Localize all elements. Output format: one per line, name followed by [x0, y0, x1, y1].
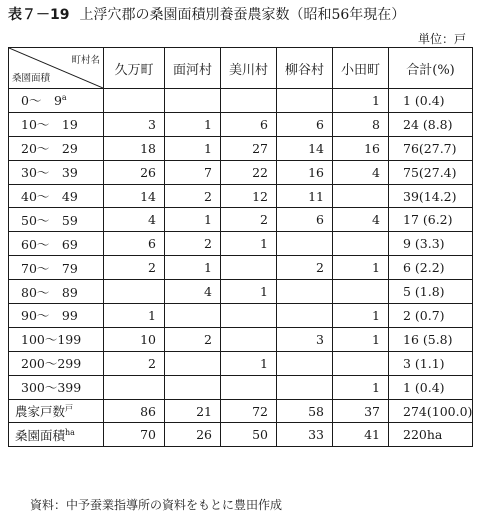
- table-cell: 6: [277, 208, 333, 232]
- row-label: [9, 304, 104, 328]
- table-cell: [165, 351, 221, 375]
- row-label: [9, 208, 104, 232]
- source-note: 資料：中予蚕業指導所の資料をもとに豊田作成: [30, 498, 283, 512]
- row-label: [9, 160, 104, 184]
- table-cell: 1: [333, 89, 389, 113]
- table-cell: 1: [221, 232, 277, 256]
- table-row: [9, 208, 473, 232]
- unit-label: 単位：戸: [417, 32, 466, 46]
- row-label-text: 60～ 69: [21, 236, 78, 252]
- total-cell: 9 (3.3): [389, 232, 473, 256]
- table-cell: 16: [277, 160, 333, 184]
- table-cell: 6: [277, 112, 333, 136]
- table-row: [9, 89, 473, 113]
- table-cell: 14: [104, 184, 165, 208]
- footer-row: [9, 423, 473, 447]
- total-cell: 6 (2.2): [389, 256, 473, 280]
- table-cell: 2: [221, 208, 277, 232]
- corner-label-area: 桑園面積: [12, 73, 51, 84]
- column-header: 柳谷村: [277, 48, 333, 89]
- table-cell: 7: [165, 160, 221, 184]
- row-label: [9, 375, 104, 399]
- total-cell: 75(27.4): [389, 160, 473, 184]
- table-cell: 22: [221, 160, 277, 184]
- table-row: [9, 280, 473, 304]
- table-cell: 1: [333, 256, 389, 280]
- total-cell: 76(27.7): [389, 136, 473, 160]
- table-title: [8, 4, 405, 24]
- table-cell: 1: [333, 327, 389, 351]
- row-label: [9, 280, 104, 304]
- table-cell: 1: [165, 112, 221, 136]
- table-cell: [277, 375, 333, 399]
- table-cell: 1: [221, 351, 277, 375]
- row-label-unit: 戸: [65, 404, 74, 414]
- data-table: [8, 47, 473, 447]
- table-cell: 1: [165, 208, 221, 232]
- table-cell: 10: [104, 327, 165, 351]
- table-row: [9, 136, 473, 160]
- table-cell: 72: [221, 399, 277, 423]
- table-row: [9, 304, 473, 328]
- row-label-unit: a: [61, 93, 67, 103]
- table-cell: 33: [277, 423, 333, 447]
- table-cell: [333, 351, 389, 375]
- footer-row: [9, 399, 473, 423]
- column-header: 美川村: [221, 48, 277, 89]
- table-cell: [277, 232, 333, 256]
- row-label-text: 100～199: [21, 332, 82, 348]
- table-cell: 41: [333, 423, 389, 447]
- table-cell: 70: [104, 423, 165, 447]
- row-label-text: 40～ 49: [21, 189, 78, 204]
- row-label-text: 90～ 99: [21, 308, 78, 324]
- table-cell: [165, 89, 221, 113]
- table-cell: 6: [104, 232, 165, 256]
- row-label: [9, 232, 104, 256]
- column-header: 小田町: [333, 48, 389, 89]
- table-cell: [277, 280, 333, 304]
- table-cell: 2: [165, 327, 221, 351]
- total-cell: 16 (5.8): [389, 327, 473, 351]
- table-cell: 21: [165, 399, 221, 423]
- row-label-unit: ha: [65, 427, 75, 437]
- table-cell: 14: [277, 136, 333, 160]
- table-cell: [165, 375, 221, 399]
- table-cell: 37: [333, 399, 389, 423]
- row-label-text: 10～ 19: [21, 117, 78, 133]
- table-cell: [277, 89, 333, 113]
- row-label-text: 20～ 29: [21, 141, 78, 157]
- table-number: 表７－19: [8, 7, 70, 23]
- table-cell: 2: [277, 256, 333, 280]
- table-cell: [221, 304, 277, 328]
- total-cell: 1 (0.4): [389, 89, 473, 113]
- row-label: [9, 136, 104, 160]
- header-row: [9, 48, 473, 89]
- table-cell: 4: [165, 280, 221, 304]
- total-cell: 17 (6.2): [389, 208, 473, 232]
- total-cell: 5 (1.8): [389, 280, 473, 304]
- table-row: [9, 112, 473, 136]
- table-row: [9, 327, 473, 351]
- row-label: [9, 89, 104, 113]
- table-cell: [104, 375, 165, 399]
- table-cell: 16: [333, 136, 389, 160]
- row-label-text: 70～ 79: [21, 260, 78, 276]
- table-cell: [333, 184, 389, 208]
- row-label-text: 80～ 89: [21, 284, 78, 300]
- header-corner-cell: [9, 48, 104, 89]
- row-label-text: 30～ 39: [21, 165, 78, 181]
- column-header: 久万町: [104, 48, 165, 89]
- table-cell: [277, 304, 333, 328]
- table-title-text: 上浮穴郡の桑園面積別養蚕農家数（昭和56年現在）: [79, 7, 406, 23]
- table-row: [9, 184, 473, 208]
- table-cell: 1: [165, 136, 221, 160]
- table-cell: 26: [104, 160, 165, 184]
- table-row: [9, 256, 473, 280]
- table-cell: 8: [333, 112, 389, 136]
- column-header: 面河村: [165, 48, 221, 89]
- row-label: [9, 423, 104, 447]
- row-label: [9, 351, 104, 375]
- table-cell: 18: [104, 136, 165, 160]
- table-cell: 1: [221, 280, 277, 304]
- row-label: [9, 327, 104, 351]
- total-cell: 220ha: [389, 423, 473, 447]
- table-cell: 2: [104, 351, 165, 375]
- row-label: [9, 184, 104, 208]
- table-cell: [333, 232, 389, 256]
- total-cell: 24 (8.8): [389, 112, 473, 136]
- table-cell: [221, 89, 277, 113]
- table-cell: [221, 256, 277, 280]
- table-row: [9, 351, 473, 375]
- row-label-text: 300～399: [21, 380, 82, 396]
- row-label: [9, 256, 104, 280]
- table-cell: 2: [165, 184, 221, 208]
- table-cell: 26: [165, 423, 221, 447]
- table-cell: [333, 280, 389, 304]
- corner-label-town: 町村名: [71, 55, 100, 66]
- row-label: [9, 112, 104, 136]
- table-cell: 11: [277, 184, 333, 208]
- column-header: 合計(%): [389, 48, 473, 89]
- table-cell: [221, 327, 277, 351]
- table-row: [9, 232, 473, 256]
- table-cell: 4: [333, 208, 389, 232]
- table-cell: [165, 304, 221, 328]
- table-cell: 2: [104, 256, 165, 280]
- total-cell: 2 (0.7): [389, 304, 473, 328]
- table-cell: 86: [104, 399, 165, 423]
- total-cell: 3 (1.1): [389, 351, 473, 375]
- row-label-text: 200～299: [21, 356, 82, 372]
- row-label-text: 桑園面積: [15, 427, 66, 443]
- table-cell: 1: [333, 375, 389, 399]
- table-cell: [277, 351, 333, 375]
- table-cell: 12: [221, 184, 277, 208]
- table-cell: [104, 89, 165, 113]
- table-cell: 3: [277, 327, 333, 351]
- table-cell: [104, 280, 165, 304]
- table-cell: 58: [277, 399, 333, 423]
- table-cell: 1: [333, 304, 389, 328]
- table-cell: 3: [104, 112, 165, 136]
- row-label: [9, 399, 104, 423]
- table-row: [9, 375, 473, 399]
- row-label-text: 0～ 9: [21, 93, 62, 109]
- total-cell: 39(14.2): [389, 184, 473, 208]
- row-label-text: 農家戸数: [15, 404, 66, 420]
- total-cell: 274(100.0): [389, 399, 473, 423]
- row-label-text: 50～ 59: [21, 212, 78, 228]
- table-row: [9, 160, 473, 184]
- table-cell: [221, 375, 277, 399]
- table-cell: 50: [221, 423, 277, 447]
- table-cell: 1: [165, 256, 221, 280]
- table-cell: 4: [104, 208, 165, 232]
- table-cell: 27: [221, 136, 277, 160]
- table-cell: 1: [104, 304, 165, 328]
- table-body: [9, 89, 473, 447]
- table-cell: 4: [333, 160, 389, 184]
- table-cell: 2: [165, 232, 221, 256]
- total-cell: 1 (0.4): [389, 375, 473, 399]
- table-cell: 6: [221, 112, 277, 136]
